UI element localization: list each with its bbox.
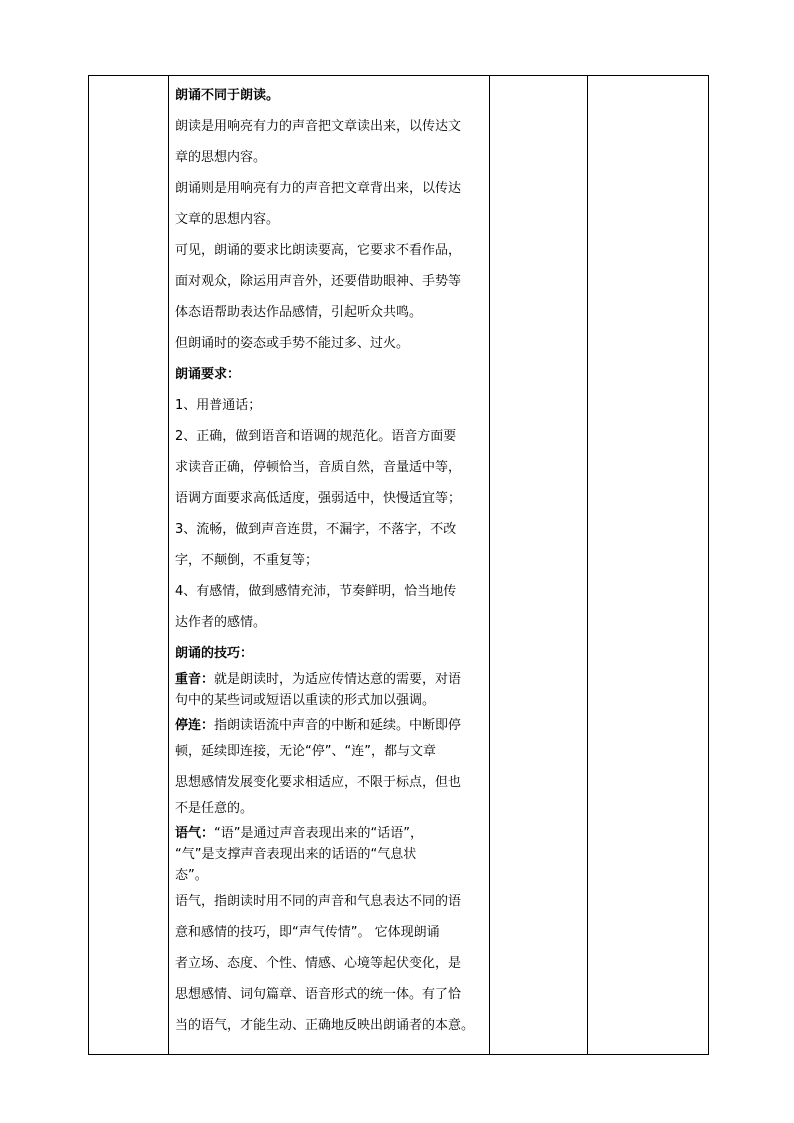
text-line: 可见，朗诵的要求比朗读要高，它要求不看作品， — [175, 243, 462, 258]
text-line: 态”。 — [175, 868, 208, 883]
heading-requirements: 朗诵要求： — [175, 367, 241, 382]
text-line: 文章的思想内容。 — [175, 212, 280, 227]
text-line: “气”是支撑声音表现出来的话语的“气息状 — [175, 847, 417, 862]
table-cell-content — [169, 76, 490, 1055]
content-block — [169, 76, 489, 1041]
text-line: 字，不颠倒，不重复等； — [175, 553, 319, 568]
term-definition: 就是朗读时，为适应传情达意的需要，对语 — [214, 672, 462, 687]
text-line: 达作者的感情。 — [175, 615, 267, 630]
text-line: 章的思想内容。 — [175, 150, 267, 165]
text-line — [175, 669, 483, 690]
text-line: 面对观众，除运用声音外，还要借助眼神、手势等 — [175, 274, 462, 289]
term-stress: 重音： — [175, 672, 215, 687]
text-line: 句中的某些词或短语以重读的形式加以强调。 — [175, 693, 436, 708]
text-line: 意和感情的技巧，即“声气传情”。 它体现朗诵 — [175, 925, 440, 940]
text-line — [175, 823, 483, 844]
text-line: 当的语气，才能生动、正确地反映出朗诵者的本意。 — [175, 1018, 475, 1033]
text-line: 求读音正确，停顿恰当，音质自然，音量适中等， — [175, 460, 462, 475]
lesson-table — [88, 75, 709, 1055]
text-line: 语气，指朗读时用不同的声音和气息表达不同的语 — [175, 894, 462, 909]
text-line: 1、用普通话； — [175, 398, 262, 413]
text-line: 者立场、态度、个性、情感、心境等起伏变化，是 — [175, 956, 462, 971]
text-line: 语调方面要求高低适度，强弱适中，快慢适宜等； — [175, 491, 462, 506]
term-definition: “语”是通过声音表现出来的“话语”， — [214, 826, 423, 841]
table-cell-empty-right — [588, 76, 709, 1055]
heading-recitation: 朗诵不同于朗读。 — [175, 88, 280, 103]
text-line: 顿，延续即连接，无论“停”、“连”，都与文章 — [175, 744, 436, 759]
heading-techniques: 朗诵的技巧： — [175, 646, 254, 661]
text-line: 但朗诵时的姿态或手势不能过多、过火。 — [175, 336, 410, 351]
text-line: 朗诵则是用响亮有力的声音把文章背出来，以传达 — [175, 181, 462, 196]
table-row — [89, 76, 709, 1055]
table-cell-empty-middle — [490, 76, 588, 1055]
table-cell-empty-left — [89, 76, 169, 1055]
term-pause: 停连： — [175, 718, 215, 733]
text-line: 朗读是用响亮有力的声音把文章读出来，以传达文 — [175, 119, 462, 134]
text-line: 思想感情发展变化要求相适应，不限于标点，但也 — [175, 775, 462, 790]
text-line — [175, 715, 483, 736]
text-line: 4、有感情，做到感情充沛，节奏鲜明，恰当地传 — [175, 584, 457, 599]
text-line: 3、流畅，做到声音连贯，不漏字，不落字，不改 — [175, 522, 457, 537]
text-line: 2、正确，做到语音和语调的规范化。语音方面要 — [175, 429, 457, 444]
text-line: 不是任意的。 — [175, 801, 254, 816]
text-line: 思想感情、词句篇章、语音形式的统一体。有了恰 — [175, 987, 462, 1002]
text-line: 体态语帮助表达作品感情，引起听众共鸣。 — [175, 305, 423, 320]
term-definition: 指朗读语流中声音的中断和延续。中断即停 — [214, 718, 462, 733]
term-tone: 语气： — [175, 826, 215, 841]
